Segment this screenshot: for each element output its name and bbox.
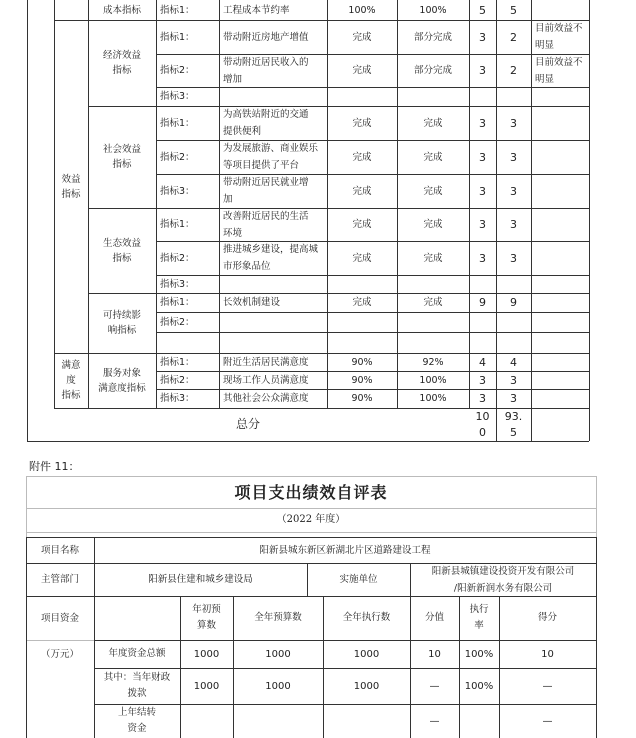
indicator-index: 指标1： <box>160 219 195 230</box>
indicator-note <box>531 293 589 312</box>
indicator-content: 其他社会公众满意度 <box>223 393 309 404</box>
indicator-index: 指标2： <box>160 374 195 386</box>
category-label: 成本指标 <box>102 4 141 16</box>
indicator-actual <box>397 332 469 353</box>
impl-label: 实施单位 <box>339 574 378 585</box>
indicator-index: 指标3： <box>160 91 195 102</box>
form-title: 项目支出绩效自评表 <box>234 483 388 502</box>
fund-cell: — <box>429 715 440 727</box>
indicator-actual: 100% <box>419 393 447 404</box>
indicator-content: 工程成本节约率 <box>223 4 290 16</box>
fund-cell: 1000 <box>193 648 220 660</box>
table-rule <box>27 0 28 441</box>
fund-cell <box>180 704 233 738</box>
indicator-note <box>531 389 589 408</box>
indicator-actual: 完成 <box>423 252 443 264</box>
indicator-index: 指标3： <box>160 278 195 290</box>
dept-value: 阳新县住建和城乡建设局 <box>148 574 253 585</box>
indicator-target: 完成 <box>352 31 372 43</box>
impl-value: 阳新县城镇建设投资开发有限公司 /阳新新润水务有限公司 <box>431 565 575 594</box>
indicator-score: 2 <box>510 30 517 44</box>
indicator-score: 3 <box>510 392 517 405</box>
indicator-index: 指标2： <box>160 316 195 328</box>
fund-unit: （万元） <box>40 648 79 660</box>
total-weight: 10 0 <box>475 409 490 439</box>
indicator-score <box>496 87 531 106</box>
total-label: 总分 <box>235 417 260 431</box>
table-rule <box>26 532 596 533</box>
indicator-score <box>496 312 531 332</box>
indicator-score: 3 <box>510 373 517 387</box>
fund-cell: 1000 <box>353 648 380 660</box>
indicator-note: 目前效益不 明显 <box>535 23 583 51</box>
category-label: 可持续影 响指标 <box>102 310 141 336</box>
section-label: 满意 度 指标 <box>61 360 81 401</box>
indicator-note <box>531 332 589 353</box>
indicator-score: 3 <box>510 184 517 198</box>
indicator-content: 现场工作人员满意度 <box>223 374 309 386</box>
indicator-content: 带动附近居民就业增 加 <box>223 177 309 205</box>
indicator-weight: 3 <box>479 392 486 405</box>
indicator-index: 指标2： <box>160 65 195 76</box>
indicator-actual: 完成 <box>423 297 443 308</box>
project-name: 阳新县城东新区新湖北片区道路建设工程 <box>259 544 431 556</box>
indicator-actual: 92% <box>422 356 444 368</box>
indicator-score: 3 <box>510 218 517 231</box>
indicator-content: 推进城乡建设，提高城 市形象品位 <box>223 244 319 272</box>
fund-label: 项目资金 <box>40 612 79 624</box>
indicator-score: 3 <box>510 251 517 265</box>
indicator-score: 3 <box>510 116 517 130</box>
indicator-note <box>531 87 589 106</box>
indicator-target: 90% <box>351 393 373 404</box>
fund-header: 得分 <box>537 612 557 623</box>
fund-cell: 100% <box>464 648 494 660</box>
indicator-content: 长效机制建设 <box>223 297 281 308</box>
category-label: 服务对象 满意度指标 <box>98 367 146 394</box>
indicator-target: 完成 <box>352 219 372 230</box>
indicator-index: 指标3： <box>160 393 195 404</box>
indicator-target <box>327 312 397 332</box>
fund-cell: — <box>542 680 553 692</box>
indicator-weight: 3 <box>479 373 486 387</box>
indicator-index: 指标1： <box>160 31 195 43</box>
table-rule <box>26 508 596 509</box>
fund-cell <box>323 704 410 738</box>
table-rule <box>26 476 596 477</box>
project-name-label: 项目名称 <box>40 544 79 556</box>
fund-row-label: 年度资金总额 <box>108 648 166 659</box>
indicator-actual: 100% <box>419 4 447 16</box>
indicator-weight: 3 <box>479 116 486 130</box>
indicator-actual <box>397 275 469 293</box>
indicator-score: 4 <box>510 355 517 369</box>
fund-header: 分值 <box>424 612 444 623</box>
indicator-weight: 9 <box>479 296 486 309</box>
indicator-index: 指标2： <box>160 252 195 264</box>
indicator-actual: 部分完成 <box>413 31 452 43</box>
indicator-weight <box>469 275 496 293</box>
table-rule <box>596 537 597 738</box>
indicator-score: 5 <box>510 3 517 17</box>
fund-header: 全年预算数 <box>254 612 302 623</box>
indicator-target <box>327 275 397 293</box>
indicator-score <box>496 275 531 293</box>
indicator-weight <box>469 87 496 106</box>
indicator-actual <box>397 87 469 106</box>
indicator-target: 完成 <box>352 65 372 76</box>
indicator-note <box>531 0 589 20</box>
indicator-index: 指标1： <box>160 356 195 368</box>
table-rule <box>27 441 589 442</box>
indicator-target: 完成 <box>352 252 372 264</box>
indicator-index: 指标3： <box>160 185 195 197</box>
fund-header: 年初预 算数 <box>192 604 221 631</box>
indicator-note <box>531 371 589 389</box>
indicator-note: 目前效益不 明显 <box>535 56 583 85</box>
indicator-target: 完成 <box>352 117 372 129</box>
table-rule <box>589 0 590 441</box>
indicator-index: 指标1： <box>160 117 195 129</box>
indicator-score: 9 <box>510 296 517 309</box>
fund-cell: 10 <box>428 648 441 660</box>
indicator-content: 带动附近房地产增值 <box>223 31 309 43</box>
indicator-target: 90% <box>351 374 373 386</box>
category-label: 经济效益 指标 <box>102 50 141 76</box>
indicator-index <box>156 332 219 353</box>
indicator-weight: 3 <box>479 218 486 231</box>
indicator-weight: 3 <box>479 150 486 164</box>
indicator-weight <box>469 312 496 332</box>
indicator-target: 完成 <box>352 151 372 163</box>
indicator-content: 为高铁站附近的交通 提供便利 <box>223 109 309 137</box>
category-label: 生态效益 指标 <box>102 237 141 264</box>
indicator-score: 3 <box>510 150 517 164</box>
indicator-content: 带动附近居民收入的 增加 <box>223 56 309 85</box>
indicator-weight: 3 <box>479 64 486 77</box>
fund-header: 执行 率 <box>469 604 489 631</box>
indicator-index: 指标1： <box>160 297 195 308</box>
total-score: 93. 5 <box>504 409 523 439</box>
indicator-score <box>496 332 531 353</box>
fund-row-label: 其中：当年财政 拨款 <box>103 672 171 699</box>
fund-header: 全年执行数 <box>342 612 391 623</box>
indicator-actual: 完成 <box>423 151 443 163</box>
indicator-note <box>531 106 589 140</box>
indicator-target: 100% <box>348 4 376 16</box>
indicator-note <box>531 312 589 332</box>
indicator-target: 完成 <box>352 185 372 197</box>
fund-cell: 100% <box>464 680 494 692</box>
indicator-index: 指标1： <box>160 4 195 16</box>
fund-cell: 1000 <box>265 648 291 660</box>
indicator-target: 90% <box>351 356 373 368</box>
fund-cell: — <box>429 680 440 692</box>
indicator-note <box>531 241 589 275</box>
fund-cell: 1000 <box>353 680 380 692</box>
indicator-weight: 3 <box>479 30 486 44</box>
appendix-label: 附件 11： <box>29 460 80 473</box>
indicator-note <box>531 353 589 371</box>
indicator-content <box>219 87 327 106</box>
fund-cell: 10 <box>541 648 554 660</box>
fund-cell: 1000 <box>265 680 291 692</box>
indicator-actual: 完成 <box>423 117 443 129</box>
indicator-weight: 4 <box>479 355 486 369</box>
indicator-index: 指标2： <box>160 151 195 163</box>
fund-cell: — <box>542 715 553 727</box>
indicator-actual: 完成 <box>423 219 443 230</box>
indicator-note <box>531 174 589 208</box>
dept-label: 主管部门 <box>40 574 79 585</box>
indicator-actual <box>397 312 469 332</box>
indicator-note <box>531 208 589 241</box>
section-label: 效益 指标 <box>61 173 81 200</box>
fund-cell <box>233 704 323 738</box>
indicator-weight: 3 <box>479 251 486 265</box>
fund-cell <box>459 704 499 738</box>
indicator-content: 附近生活居民满意度 <box>223 356 309 368</box>
category-label: 社会效益 指标 <box>102 144 141 170</box>
indicator-target <box>327 332 397 353</box>
indicator-note <box>531 275 589 293</box>
indicator-weight <box>469 332 496 353</box>
indicator-actual: 完成 <box>423 185 443 197</box>
fund-row-label: 上年结转 资金 <box>117 707 156 734</box>
indicator-target: 完成 <box>352 297 372 308</box>
form-year: （2022 年度） <box>276 514 346 525</box>
fund-cell: 1000 <box>193 680 220 692</box>
indicator-content <box>219 275 327 293</box>
indicator-weight: 5 <box>479 3 486 17</box>
indicator-content: 为发展旅游、商业娱乐 等项目提供了平台 <box>223 143 319 171</box>
indicator-score: 2 <box>510 64 517 77</box>
indicator-content <box>219 332 327 353</box>
indicator-target <box>327 87 397 106</box>
indicator-content: 改善附近居民的生活 环境 <box>223 210 309 239</box>
indicator-weight: 3 <box>479 184 486 198</box>
indicator-actual: 100% <box>419 374 447 386</box>
indicator-content <box>219 312 327 332</box>
indicator-note <box>531 140 589 174</box>
indicator-actual: 部分完成 <box>413 65 452 76</box>
